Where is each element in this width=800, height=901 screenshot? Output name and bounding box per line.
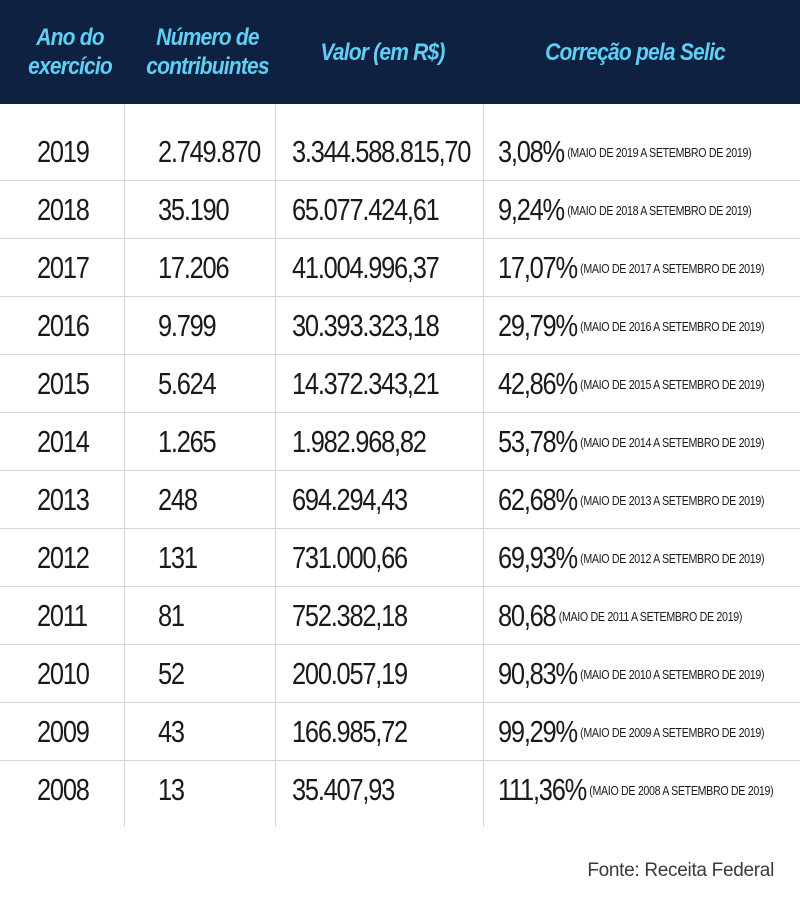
correction-percent: 17,07% [498, 250, 577, 285]
column-header-count: Número de contribuintes [146, 24, 269, 80]
cell-value: 35.407,93 [292, 772, 395, 807]
cell-value: 65.077.424,61 [292, 192, 439, 227]
cell-correction [498, 239, 764, 297]
cell-count: 9.799 [158, 308, 216, 343]
cell-year: 2009 [37, 714, 89, 749]
cell-correction [498, 297, 764, 355]
cell-count: 17.206 [158, 250, 229, 285]
cell-count: 52 [158, 656, 184, 691]
column-header-correction: Correção pela Selic [545, 38, 725, 66]
cell-year: 2008 [37, 772, 89, 807]
cell-count: 35.190 [158, 192, 229, 227]
table-row [0, 761, 800, 819]
cell-value: 1.982.968,82 [292, 424, 426, 459]
cell-year: 2013 [37, 482, 89, 517]
correction-period: (MAIO DE 2017 A SETEMBRO DE 2019) [580, 260, 765, 276]
cell-value: 200.057,19 [292, 656, 407, 691]
cell-correction [498, 471, 764, 529]
correction-percent: 3,08% [498, 134, 564, 169]
cell-value: 3.344.588.815,70 [292, 134, 471, 169]
cell-value: 166.985,72 [292, 714, 407, 749]
cell-correction [498, 181, 751, 239]
table-row [0, 181, 800, 239]
table-row [0, 413, 800, 471]
correction-period: (MAIO DE 2015 A SETEMBRO DE 2019) [580, 376, 765, 392]
cell-count: 13 [158, 772, 184, 807]
cell-year: 2018 [37, 192, 89, 227]
correction-percent: 99,29% [498, 714, 577, 749]
correction-percent: 69,93% [498, 540, 577, 575]
table-row [0, 703, 800, 761]
cell-count: 131 [158, 540, 197, 575]
correction-percent: 29,79% [498, 308, 577, 343]
table-row [0, 529, 800, 587]
cell-count: 5.624 [158, 366, 216, 401]
correction-percent: 62,68% [498, 482, 577, 517]
cell-correction [498, 703, 764, 761]
correction-period: (MAIO DE 2019 A SETEMBRO DE 2019) [567, 144, 752, 160]
table-row [0, 297, 800, 355]
cell-year: 2017 [37, 250, 89, 285]
cell-correction [498, 413, 764, 471]
cell-year: 2011 [37, 598, 87, 633]
cell-year: 2015 [37, 366, 89, 401]
cell-count: 43 [158, 714, 184, 749]
correction-percent: 111,36% [498, 772, 586, 807]
correction-period: (MAIO DE 2016 A SETEMBRO DE 2019) [580, 318, 765, 334]
cell-year: 2010 [37, 656, 89, 691]
cell-year: 2014 [37, 424, 89, 459]
correction-percent: 90,83% [498, 656, 577, 691]
cell-value: 752.382,18 [292, 598, 407, 633]
source-note: Fonte: Receita Federal [587, 860, 774, 881]
cell-year: 2019 [37, 134, 89, 169]
table-row [0, 355, 800, 413]
cell-count: 248 [158, 482, 197, 517]
cell-value: 694.294,43 [292, 482, 407, 517]
correction-period: (MAIO DE 2013 A SETEMBRO DE 2019) [580, 492, 765, 508]
cell-correction [498, 587, 742, 645]
correction-period: (MAIO DE 2011 A SETEMBRO DE 2019) [558, 608, 743, 624]
cell-correction [498, 123, 751, 181]
correction-period: (MAIO DE 2009 A SETEMBRO DE 2019) [580, 724, 765, 740]
cell-correction [498, 355, 764, 413]
table-row [0, 471, 800, 529]
correction-percent: 80,68 [498, 598, 556, 633]
table-row [0, 645, 800, 703]
cell-correction [498, 645, 764, 703]
cell-value: 14.372.343,21 [292, 366, 439, 401]
correction-percent: 42,86% [498, 366, 577, 401]
cell-count: 2.749.870 [158, 134, 261, 169]
correction-period: (MAIO DE 2008 A SETEMBRO DE 2019) [589, 782, 774, 798]
correction-period: (MAIO DE 2014 A SETEMBRO DE 2019) [580, 434, 765, 450]
column-header-year: Ano do exercício [28, 24, 112, 80]
cell-count: 81 [158, 598, 184, 633]
cell-value: 30.393.323,18 [292, 308, 439, 343]
cell-year: 2012 [37, 540, 89, 575]
correction-period: (MAIO DE 2010 A SETEMBRO DE 2019) [580, 666, 765, 682]
cell-correction [498, 529, 764, 587]
table-header [0, 0, 800, 104]
column-header-value: Valor (em R$) [320, 38, 445, 66]
table-row [0, 239, 800, 297]
cell-count: 1.265 [158, 424, 216, 459]
cell-value: 41.004.996,37 [292, 250, 439, 285]
correction-period: (MAIO DE 2018 A SETEMBRO DE 2019) [567, 202, 752, 218]
correction-period: (MAIO DE 2012 A SETEMBRO DE 2019) [580, 550, 765, 566]
correction-percent: 53,78% [498, 424, 577, 459]
correction-percent: 9,24% [498, 192, 564, 227]
table-row [0, 587, 800, 645]
cell-value: 731.000,66 [292, 540, 407, 575]
table-row [0, 123, 800, 181]
cell-year: 2016 [37, 308, 89, 343]
cell-correction [498, 761, 773, 819]
